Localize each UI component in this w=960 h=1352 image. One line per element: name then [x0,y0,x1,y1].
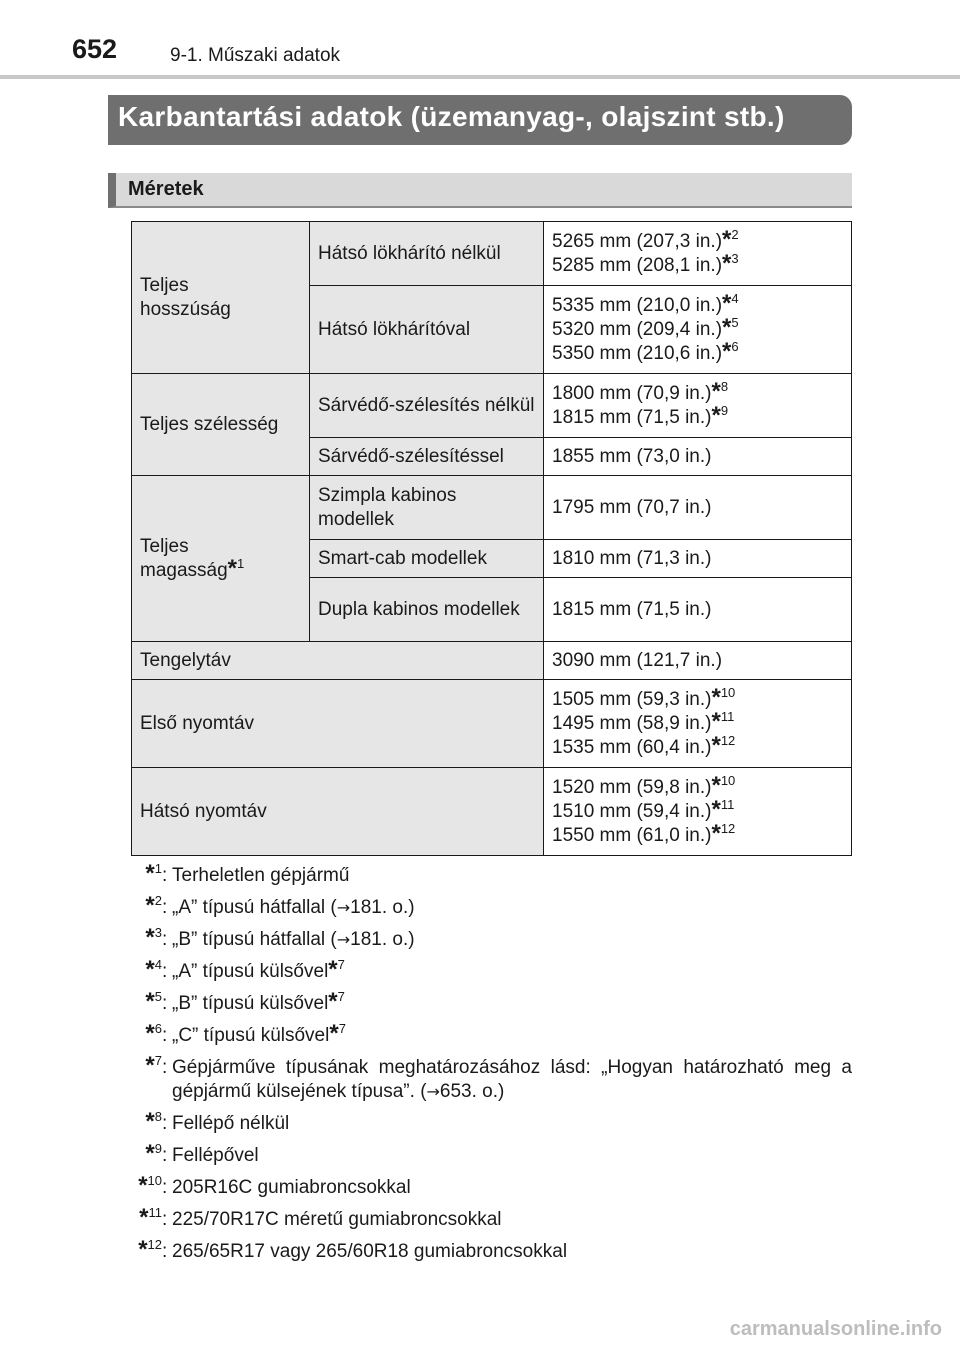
footnote-number: 11 [148,1205,162,1220]
footnote-number: 8 [154,1109,162,1124]
cell-label: Teljes szélesség [140,413,279,435]
footnote-marker [110,1108,162,1136]
value-text: 1815 mm (71,5 in.) [552,598,712,620]
footnote-marker [110,1204,162,1232]
value-cell [544,680,852,768]
footnote-star: * [711,795,721,823]
footnote-star: * [711,771,721,799]
footnote-star: * [145,1052,155,1079]
value-line [552,445,843,469]
footnote-marker [110,1236,162,1264]
value-line [552,795,843,824]
category-cell: Tengelytáv [132,642,544,680]
footnote-star: * [145,892,155,919]
footnote-item [110,1236,852,1264]
category-cell: Hátsó nyomtáv [132,768,544,856]
footnote-colon: : [162,1113,168,1134]
footnote-star: * [722,249,732,277]
footnote-ref: 12 [720,732,736,748]
value-line [552,249,843,278]
footnote-marker [110,892,162,920]
footnote-marker [110,988,162,1016]
value-cell [544,642,852,680]
footnote-item [110,956,852,984]
value-text: 1800 mm (70,9 in.) [552,382,712,404]
footnote-ref: 6 [731,338,739,354]
value-line [552,496,843,520]
value-cell [544,768,852,856]
value-line [552,313,843,342]
value-line [552,225,843,254]
footnote-ref: 10 [720,772,736,788]
footnote-number: 5 [154,989,162,1004]
footnote-text [172,988,852,1016]
footnote-marker [110,1020,162,1048]
footnote-item [110,1140,852,1168]
footnote-ref: 2 [731,226,739,242]
page-title: Karbantartási adatok (üzemanyag-, olajszint stb.) [108,95,852,145]
cell-label: Teljes [140,274,189,296]
footnote-colon: : [162,993,168,1014]
footnote-body: Gépjárműve típusának meghatározásához lásd: „Hogyan határozható meg a gépjármű külsejének típusa”. ( [172,1057,852,1102]
footnote-body: „A” típusú külsővel [172,961,329,982]
footnote-star: * [139,1204,149,1231]
footnote-marker [110,1140,162,1168]
arrow-icon: → [336,930,351,949]
watermark: carmanualsonline.info [729,1318,942,1340]
footnote-ref: 1 [237,555,245,571]
value-line [552,683,843,712]
footnote-number: 10 [147,1173,162,1188]
category-cell [132,374,310,476]
value-line [552,819,843,848]
table-row [132,222,852,286]
value-line [552,289,843,318]
footnote-star: * [722,337,732,365]
category-cell [132,476,310,642]
footnote-ref: 9 [720,402,729,418]
footnote-star: * [328,956,338,983]
footnote-colon: : [162,865,168,886]
value-text: 1510 mm (59,4 in.) [552,800,712,822]
footnote-marker [110,860,162,888]
footnote-colon: : [162,1025,168,1046]
footnote-star: * [711,731,721,759]
subcategory-cell: Dupla kabinos modellek [310,578,544,642]
value-line [552,771,843,800]
value-line [552,731,843,760]
footnote-text [172,1240,852,1264]
footnote-marker [110,956,162,984]
footnote-body: „B” típusú külsővel [172,993,329,1014]
footnote-star: * [145,860,155,887]
footnote-body: 205R16C gumiabroncsokkal [172,1177,411,1198]
footnote-star: * [711,377,721,405]
page-reference[interactable]: 181. o.) [350,929,415,950]
footnote-ref: 10 [720,684,736,700]
footnote-ref: 11 [720,796,735,812]
value-line [552,547,843,571]
value-line [552,377,843,406]
footnote-item [110,988,852,1016]
page-number: 652 [72,34,118,64]
footnote-marker [110,1052,162,1104]
footnote-text [172,1112,852,1136]
footnote-star: * [145,988,155,1015]
footnote-item [110,892,852,920]
footnote-text [172,1176,852,1200]
value-cell [544,286,852,374]
footnote-star: * [722,313,732,341]
value-text: 1855 mm (73,0 in.) [552,445,712,467]
footnote-star: * [329,1020,339,1047]
footnote-item [110,1020,852,1048]
footnote-marker [110,924,162,952]
subcategory-cell: Smart-cab modellek [310,540,544,578]
footnote-number: 4 [154,957,162,972]
value-text: 3090 mm (121,7 in.) [552,649,723,671]
value-text: 5350 mm (210,6 in.) [552,342,723,364]
footnote-body: Fellépővel [172,1145,259,1166]
footnote-body: Fellépő nélkül [172,1113,290,1134]
value-line [552,598,843,622]
footnote-number: 12 [147,1237,162,1252]
footnote-text [172,956,852,984]
value-cell [544,540,852,578]
footnote-colon: : [162,961,168,982]
table-row [132,476,852,540]
footnote-star: * [145,1140,155,1167]
footnote-body: 265/65R17 vagy 265/60R18 gumiabroncsokkal [172,1241,568,1262]
value-text: 5335 mm (210,0 in.) [552,294,723,316]
value-line [552,337,843,366]
value-text: 1815 mm (71,5 in.) [552,406,712,428]
footnote-colon: : [162,1057,168,1078]
value-text: 5320 mm (209,4 in.) [552,318,723,340]
value-cell [544,438,852,476]
footnote-colon: : [162,1241,168,1262]
footnote-ref: 12 [720,820,736,836]
table-row [132,374,852,438]
subcategory-cell: Hátsó lökhárítóval [310,286,544,374]
cell-label: magasság [140,559,228,581]
footnote-ref: 11 [720,708,735,724]
footnote-item [110,1172,852,1200]
table-row [132,642,852,680]
footnote-marker [110,1172,162,1200]
footnote-ref: 4 [731,290,739,306]
footnote-number: 7 [154,1053,162,1068]
value-text: 1550 mm (61,0 in.) [552,824,712,846]
footnote-ref: 7 [337,957,345,972]
table-row [132,768,852,856]
value-text: 5285 mm (208,1 in.) [552,254,723,276]
footnote-body: Terheletlen gépjármű [172,865,350,886]
value-line [552,401,843,430]
footnote-star: * [722,225,732,253]
footnote-body: „A” típusú hátfallal ( [172,897,337,918]
value-line [552,707,843,736]
footnote-ref: 8 [720,378,729,394]
page-reference[interactable]: 181. o.) [350,897,415,918]
footnote-item [110,1108,852,1136]
section-heading: Méretek [108,173,852,208]
footnote-body: „C” típusú külsővel [172,1025,330,1046]
footnote-text [172,928,852,952]
cell-label: Teljes [140,535,189,557]
table-row [132,680,852,768]
arrow-icon: → [336,898,351,917]
footnote-ref: 7 [338,1021,346,1036]
footnote-ref: 5 [731,314,739,330]
category-cell: Első nyomtáv [132,680,544,768]
footnote-text [172,1056,852,1104]
breadcrumb: 9-1. Műszaki adatok [170,45,341,66]
footnote-number: 2 [154,893,162,908]
value-cell [544,578,852,642]
footnote-number: 9 [154,1141,162,1156]
value-text: 1520 mm (59,8 in.) [552,776,712,798]
subcategory-cell: Hátsó lökhárító nélkül [310,222,544,286]
footnote-text [172,1020,852,1048]
footnote-text [172,864,852,888]
footnote-ref: 7 [337,989,345,1004]
footnote-star: * [138,1172,148,1199]
page-reference[interactable]: 653. o.) [439,1081,505,1102]
subcategory-cell: Szimpla kabinos modellek [310,476,544,540]
footnotes [110,860,852,1272]
value-text: 1535 mm (60,4 in.) [552,736,712,758]
footnote-star: * [711,683,721,711]
footnote-colon: : [162,1145,168,1166]
footnote-text [172,896,852,920]
footnote-colon: : [162,1209,168,1230]
footnote-item [110,1052,852,1104]
footnote-colon: : [162,897,168,918]
footnote-ref: 3 [731,250,739,266]
footnote-star: * [711,401,721,429]
dimensions-table [131,221,852,856]
value-cell [544,222,852,286]
value-text: 1495 mm (58,9 in.) [552,712,712,734]
footnote-number: 3 [154,925,162,940]
footnote-number: 1 [154,861,162,876]
footnote-star: * [722,289,732,317]
footnote-body: „B” típusú hátfallal ( [172,929,337,950]
header-divider [0,75,960,79]
footnote-star: * [138,1236,148,1263]
value-cell [544,374,852,438]
cell-label: hosszúság [140,298,231,320]
footnote-colon: : [162,929,168,950]
value-text: 5265 mm (207,3 in.) [552,230,723,252]
footnote-star: * [227,554,238,582]
footnote-star: * [711,819,721,847]
footnote-star: * [145,1020,155,1047]
subcategory-cell: Sárvédő-szélesítés nélkül [310,374,544,438]
footnote-text [172,1144,852,1168]
footnote-colon: : [162,1177,168,1198]
footnote-star: * [328,988,338,1015]
footnote-star: * [145,924,155,951]
value-line [552,649,843,673]
value-text: 1505 mm (59,3 in.) [552,688,712,710]
footnote-item [110,924,852,952]
value-cell [544,476,852,540]
category-cell [132,222,310,374]
footnote-star: * [145,956,155,983]
footnote-item [110,860,852,888]
footnote-text [172,1208,852,1232]
footnote-body: 225/70R17C méretű gumiabroncsokkal [172,1209,502,1230]
value-text: 1795 mm (70,7 in.) [552,496,712,518]
footnote-item [110,1204,852,1232]
arrow-icon: → [426,1082,440,1101]
footnote-star: * [711,707,721,735]
footnote-star: * [145,1108,155,1135]
footnote-number: 6 [154,1021,162,1036]
subcategory-cell: Sárvédő-szélesítéssel [310,438,544,476]
value-text: 1810 mm (71,3 in.) [552,547,712,569]
